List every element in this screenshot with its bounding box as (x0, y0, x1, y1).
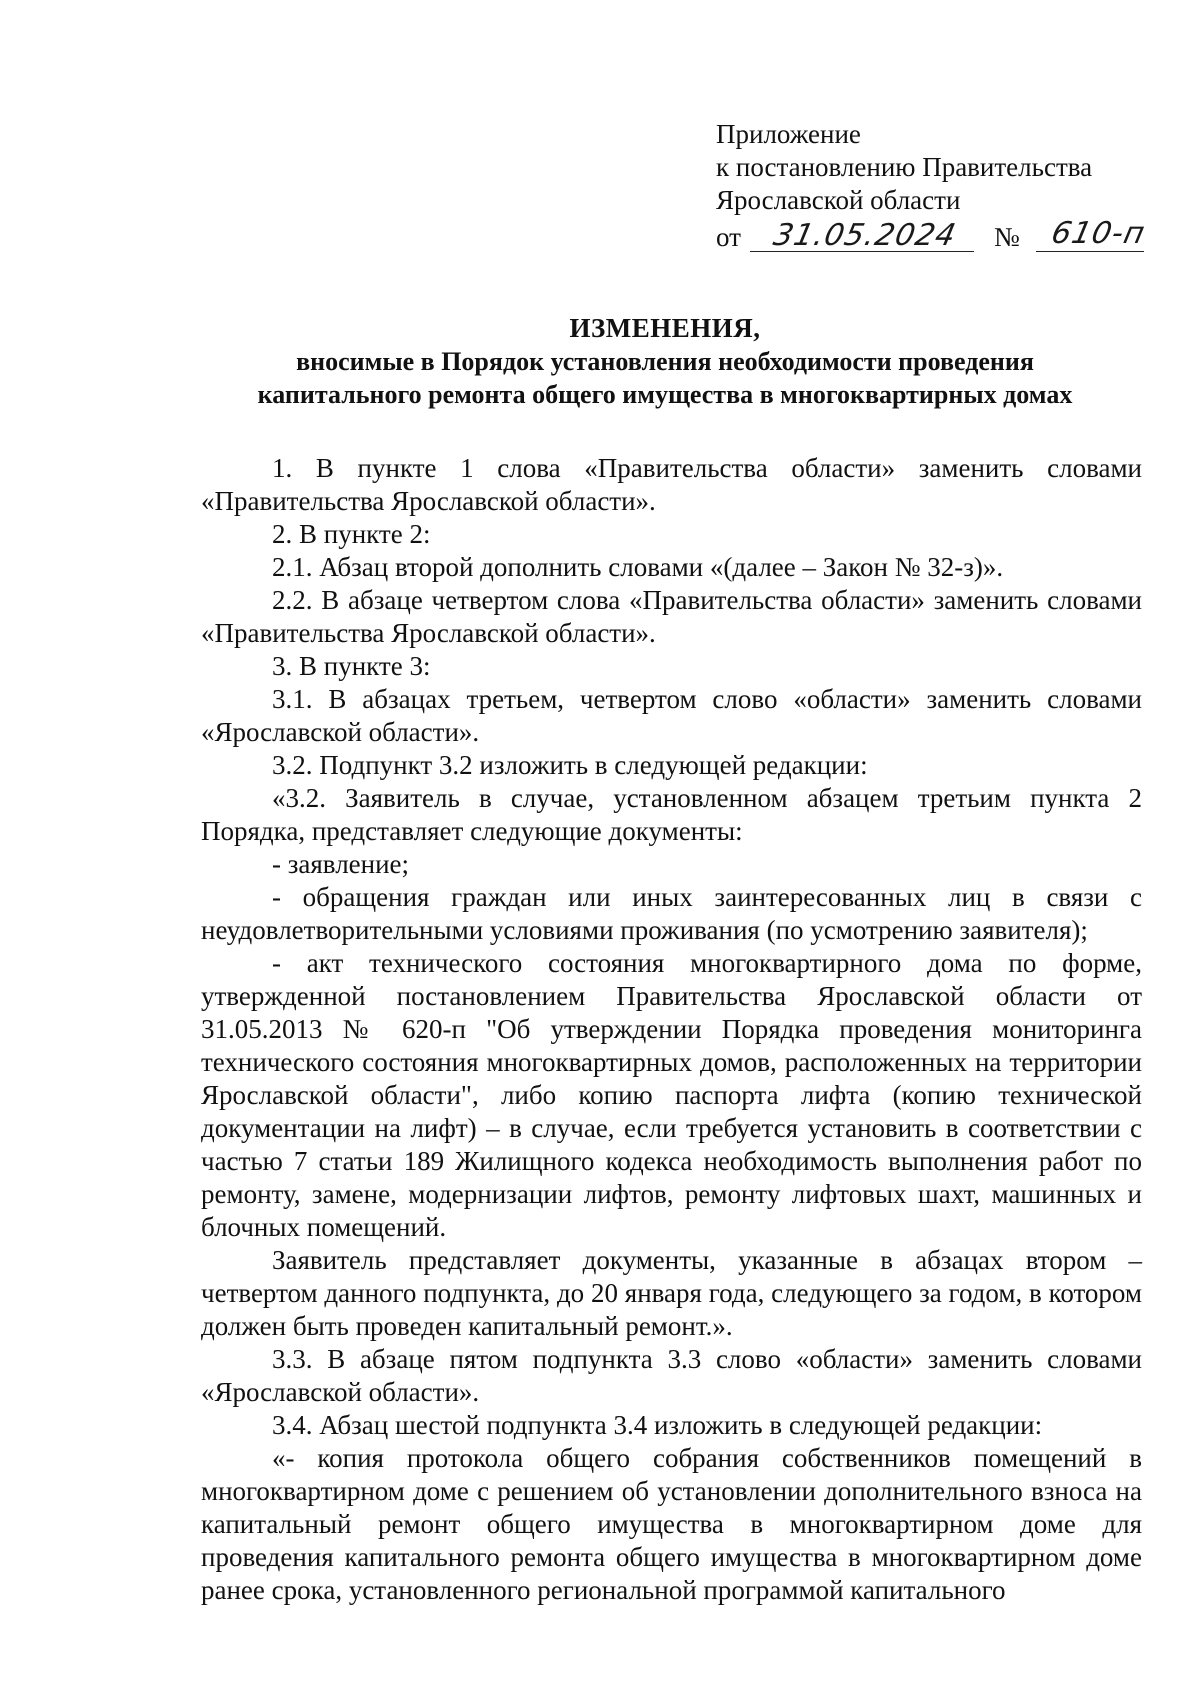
title-main: ИЗМЕНЕНИЯ, (569, 313, 761, 343)
paragraph: 3. В пункте 3: (272, 651, 431, 681)
date-field (750, 217, 974, 252)
handwritten-number: 610-п (1048, 216, 1149, 251)
document-title (200, 312, 1130, 411)
paragraph: 1. В пункте 1 слова «Правительства области» заменить словами «Правительства Ярославской области». (201, 453, 1142, 516)
paragraph: «3.2. Заявитель в случае, установленном абзацем третьим пункта 2 Порядка, представляет следующие документы: (201, 783, 1142, 846)
document-body (201, 452, 1142, 1607)
paragraph: - обращения граждан или иных заинтересованных лиц в связи с неудовлетворительными условиями проживания (по усмотрению заявителя); (201, 882, 1142, 945)
paragraph: 2.2. В абзаце четвертом слова «Правительства области» заменить словами «Правительства Ярославской области». (201, 585, 1142, 648)
paragraph: Заявитель представляет документы, указанные в абзацах втором – четвертом данного подпункта, до 20 января года, следующего за годом, в котором должен быть проведен капитальный ремонт.». (201, 1245, 1142, 1341)
paragraph: 3.2. Подпункт 3.2 изложить в следующей редакции: (272, 750, 868, 780)
title-subtitle-line-1: вносимые в Порядок установления необходимости проведения (296, 347, 1034, 376)
paragraph: 3.1. В абзацах третьем, четвертом слово «области» заменить словами «Ярославской области». (201, 684, 1142, 747)
date-prefix: от (716, 222, 741, 252)
number-field (1036, 216, 1149, 252)
paragraph: 3.3. В абзаце пятом подпункта 3.3 слово «области» заменить словами «Ярославской области». (201, 1344, 1142, 1407)
handwritten-date: 31.05.2024 (770, 218, 960, 253)
title-subtitle-line-2: капитального ремонта общего имущества в многоквартирных домах (257, 380, 1073, 409)
paragraph: 3.4. Абзац шестой подпункта 3.4 изложить в следующей редакции: (272, 1410, 1043, 1440)
appendix-header (716, 118, 1156, 257)
appendix-label: Приложение (716, 119, 861, 149)
date-number-line (716, 217, 1156, 257)
paragraph: 2. В пункте 2: (272, 519, 431, 549)
appendix-region: Ярославской области (716, 185, 961, 215)
paragraph: 2.1. Абзац второй дополнить словами «(далее – Закон № 32-з)». (272, 552, 1004, 582)
paragraph: - акт технического состояния многоквартирного дома по форме, утвержденной постановлением Правительства Ярославской области от 31.05.2013 № 620-п "Об утверждении Порядка проведения мониторинга технического состояния многоквартирных домов, расположенных на территории Ярославской области", либо копию паспорта лифта (копию технической документации на лифт) – в случае, если требуется установить в соответствии с частью 7 статьи 189 Жилищного кодекса необходимость выполнения работ по ремонту, замене, модернизации лифтов, ремонту лифтовых шахт, машинных и блочных помещений. (201, 948, 1142, 1242)
paragraph: - заявление; (272, 849, 410, 879)
appendix-resolution-ref: к постановлению Правительства (716, 152, 1093, 182)
paragraph: «- копия протокола общего собрания собственников помещений в многоквартирном доме с решением об установлении дополнительного взноса на капитальный ремонт общего имущества в многоквартирном доме для проведения капитального ремонта общего имущества в многоквартирном доме ранее срока, установленного региональной программой капитального (201, 1443, 1142, 1605)
number-sign: № (994, 222, 1020, 252)
